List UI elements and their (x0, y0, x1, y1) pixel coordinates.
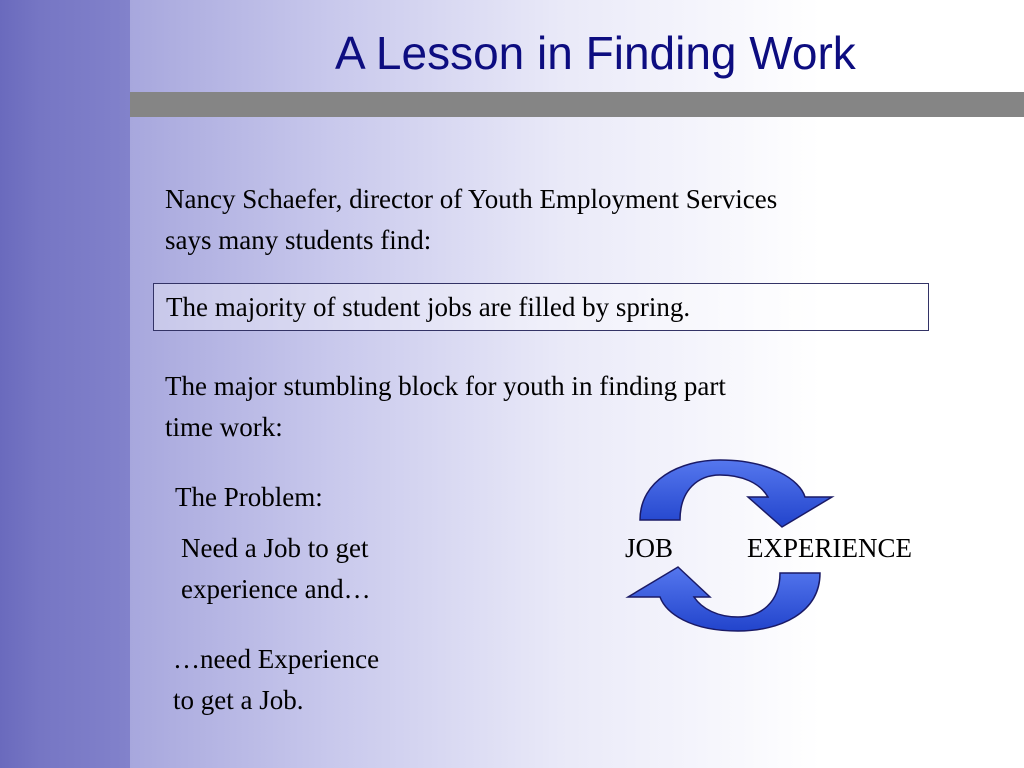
cycle-bottom-arrow-icon (628, 567, 820, 631)
callout-text: The majority of student jobs are filled by spring. (166, 292, 691, 322)
need-job-line-2: experience and… (181, 574, 371, 604)
need-experience-text (173, 639, 379, 721)
intro-line-1: Nancy Schaefer, director of Youth Employment Services (165, 184, 778, 214)
callout-box (153, 283, 929, 331)
problem-heading: The Problem: (175, 482, 323, 512)
stumbling-line-1: The major stumbling block for youth in finding part (165, 371, 726, 401)
cycle-experience-label: EXPERIENCE (747, 533, 912, 563)
cycle-job-label: JOB (625, 533, 674, 563)
need-job-text (181, 528, 371, 610)
intro-line-2: says many students find: (165, 225, 432, 255)
slide-title: A Lesson in Finding Work (335, 27, 856, 79)
left-accent-band (0, 0, 130, 768)
intro-text (165, 179, 777, 261)
need-experience-line-2: to get a Job. (173, 685, 304, 715)
stumbling-block-text (165, 366, 726, 448)
title-rule (130, 92, 1024, 117)
need-experience-line-1: …need Experience (173, 644, 380, 674)
stumbling-line-2: time work: (165, 412, 283, 442)
cycle-top-arrow-icon (640, 460, 832, 527)
need-job-line-1: Need a Job to get (181, 533, 369, 563)
